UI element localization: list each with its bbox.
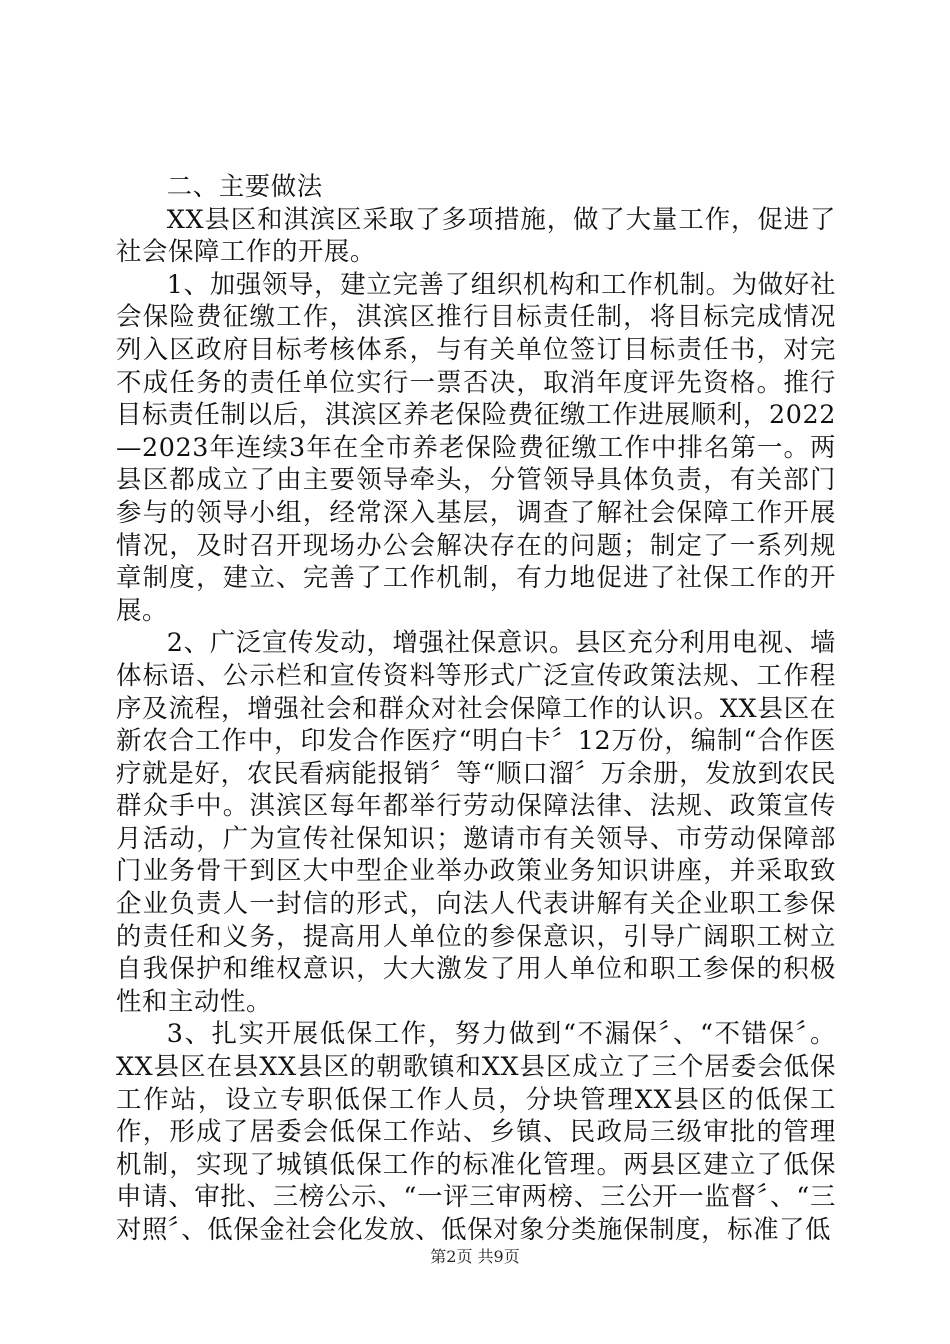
page-number: 第2页 共9页 [430,1247,520,1266]
section-heading: 二、主要做法 [166,171,323,201]
paragraph-item-1: 1、加强领导，建立完善了组织机构和工作机制。为做好社会保险费征缴工作，淇滨区推行目标责任制，将目标完成情况列入区政府目标考核体系，与有关单位签订目标责任书，对完不成任务的责任单位实行一票否决，取消年度评先资格。推行目标责任制以后，淇滨区养老保险费征缴工作进展顺利，2022—2023年连续3年在全市养老保险费征缴工作中排名第一。两县区都成立了由主要领导牵头，分管领导具体负责，有关部门参与的领导小组，经常深入基层，调查了解社会保障工作开展情况，及时召开现场办公会解决存在的问题；制定了一系列规章制度，建立、完善了工作机制，有力地促进了社保工作的开展。 [116,268,836,625]
paragraph-item-2: 2、广泛宣传发动，增强社保意识。县区充分利用电视、墙体标语、公示栏和宣传资料等形式广泛宣传政策法规、工作程序及流程，增强社会和群众对社会保障工作的认识。XX县区在新农合工作中，印发合作医疗“明白卡〞12万份，编制“合作医疗就是好，农民看病能报销〞等“顺口溜〞万余册，发放到农民群众手中。淇滨区每年都举行劳动保障法律、法规、政策宣传月活动，广为宣传社保知识；邀请市有关领导、市劳动保障部门业务骨干到区大中型企业举办政策业务知识讲座，并采取致企业负责人一封信的形式，向法人代表讲解有关企业职工参保的责任和义务，提高用人单位的参保意识，引导广阔职工树立自我保护和维权意识，大大激发了用人单位和职工参保的积极性和主动性。 [116,627,836,1016]
document-body [116,170,836,1246]
paragraph-intro: XX县区和淇滨区采取了多项措施，做了大量工作，促进了社会保障工作的开展。 [116,203,836,267]
paragraph-item-3: 3、扎实开展低保工作，努力做到“不漏保〞、“不错保〞。XX县区在县XX县区的朝歌镇和XX县区成立了三个居委会低保工作站，设立专职低保工作人员，分块管理XX县区的低保工作，形成了居委会低保工作站、乡镇、民政局三级审批的管理机制，实现了城镇低保工作的标准化管理。两县区建立了低保申请、审批、三榜公示、“一评三审两榜、三公开一监督〞、“三对照〞、低保金社会化发放、低保对象分类施保制度，标准了低 [116,1018,836,1244]
page-footer [0,1244,950,1267]
